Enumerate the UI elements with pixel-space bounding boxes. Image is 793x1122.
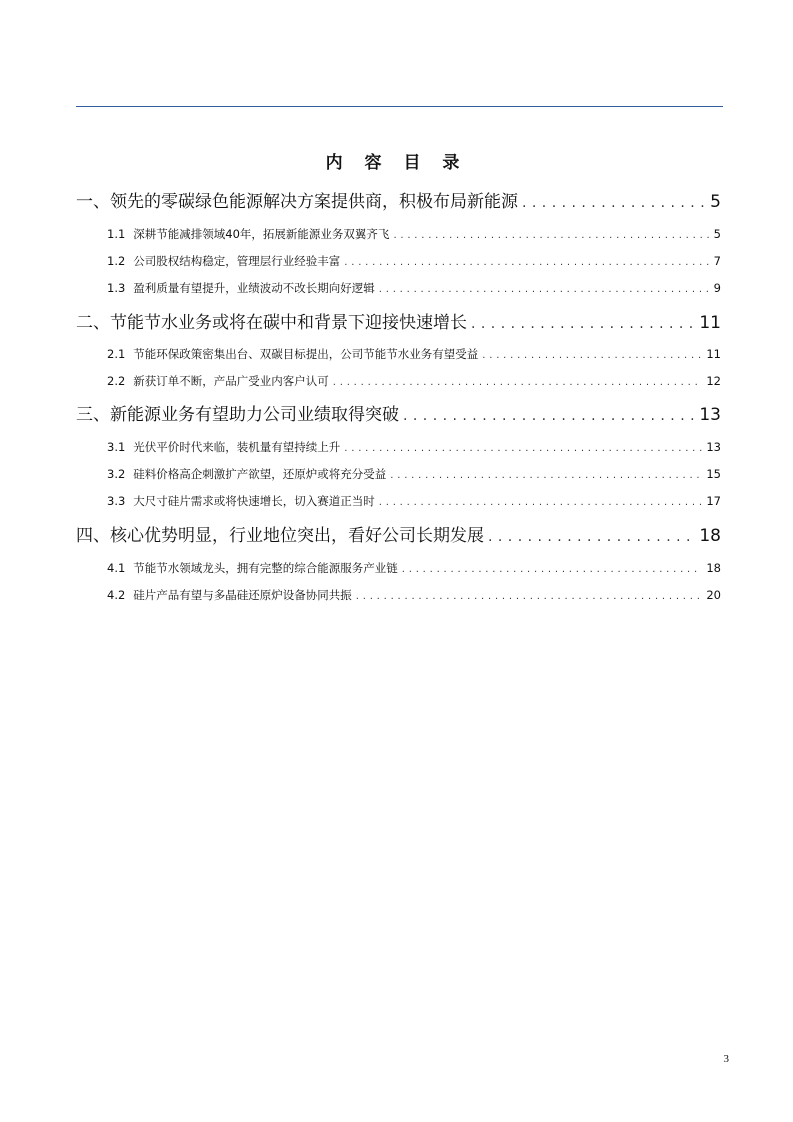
toc-entry-page: 13 xyxy=(699,405,721,425)
toc-entry-2-1[interactable] xyxy=(76,346,721,362)
dot-leader xyxy=(522,195,706,211)
toc-entry-label: 3.2 硅料价格高企刺激扩产欲望，还原炉或将充分受益 xyxy=(107,467,387,481)
toc-entry-3-1[interactable] xyxy=(76,439,721,455)
toc-entry-1-1[interactable] xyxy=(76,226,721,242)
toc-entry-4-1[interactable] xyxy=(76,560,721,576)
dot-leader xyxy=(482,350,702,361)
toc-entry-page: 15 xyxy=(706,467,721,481)
toc-entry-chapter-1[interactable] xyxy=(76,187,721,212)
toc-entry-label: 4.1 节能节水领域龙头，拥有完整的综合能源服务产业链 xyxy=(107,561,398,575)
dot-leader xyxy=(344,443,702,454)
toc-entry-page: 18 xyxy=(699,526,721,546)
dot-leader xyxy=(390,470,702,481)
toc-entry-chapter-3[interactable] xyxy=(76,400,721,425)
dot-leader xyxy=(471,316,695,332)
toc-entry-page: 5 xyxy=(713,227,721,241)
toc-entry-2-2[interactable] xyxy=(76,373,721,389)
toc-entry-label: 2.1 节能环保政策密集出台、双碳目标提出，公司节能节水业务有望受益 xyxy=(107,347,479,361)
toc-entry-1-3[interactable] xyxy=(76,280,721,296)
toc-entry-chapter-2[interactable] xyxy=(76,308,721,333)
toc-entry-page: 12 xyxy=(706,374,721,388)
toc-entry-label: 2.2 新获订单不断，产品广受业内客户认可 xyxy=(107,374,329,388)
toc-entry-label: 1.3 盈利质量有望提升，业绩波动不改长期向好逻辑 xyxy=(107,281,375,295)
toc-entry-3-2[interactable] xyxy=(76,466,721,482)
toc-entry-page: 20 xyxy=(706,588,721,602)
dot-leader xyxy=(488,529,695,545)
toc-entry-page: 9 xyxy=(713,281,721,295)
toc-entry-page: 13 xyxy=(706,440,721,454)
toc-entry-chapter-4[interactable] xyxy=(76,521,721,546)
toc-entry-page: 17 xyxy=(706,494,721,508)
dot-leader xyxy=(393,230,709,241)
page-number: 3 xyxy=(723,1053,729,1065)
dot-leader xyxy=(356,591,703,602)
dot-leader xyxy=(344,257,709,268)
toc-title: 内 容 目 录 xyxy=(325,153,468,173)
toc-entry-page: 5 xyxy=(710,192,721,212)
toc-entry-4-2[interactable] xyxy=(76,587,721,603)
toc-entry-label: 一、领先的零碳绿色能源解决方案提供商，积极布局新能源 xyxy=(76,192,518,212)
toc-entry-label: 1.2 公司股权结构稳定，管理层行业经验丰富 xyxy=(107,254,341,268)
toc-entry-page: 11 xyxy=(706,347,721,361)
header-rule xyxy=(76,106,723,107)
dot-leader xyxy=(333,377,703,388)
toc-entry-3-3[interactable] xyxy=(76,493,721,509)
toc-entry-label: 1.1 深耕节能减排领域40年，拓展新能源业务双翼齐飞 xyxy=(107,227,390,241)
dot-leader xyxy=(403,408,695,424)
toc-entry-label: 3.3 大尺寸硅片需求或将快速增长，切入赛道正当时 xyxy=(107,494,375,508)
dot-leader xyxy=(402,564,703,575)
toc-entry-label: 4.2 硅片产品有望与多晶硅还原炉设备协同共振 xyxy=(107,588,352,602)
toc-entry-page: 18 xyxy=(706,561,721,575)
toc-entry-label: 二、节能节水业务或将在碳中和背景下迎接快速增长 xyxy=(76,313,467,333)
toc-entry-page: 11 xyxy=(699,313,721,333)
toc-entry-1-2[interactable] xyxy=(76,253,721,269)
toc-entry-label: 四、核心优势明显，行业地位突出，看好公司长期发展 xyxy=(76,526,484,546)
toc-entry-label: 3.1 光伏平价时代来临，装机量有望持续上升 xyxy=(107,440,341,454)
toc-entry-label: 三、新能源业务有望助力公司业绩取得突破 xyxy=(76,405,399,425)
dot-leader xyxy=(379,497,703,508)
dot-leader xyxy=(379,284,710,295)
toc-entry-page: 7 xyxy=(713,254,721,268)
